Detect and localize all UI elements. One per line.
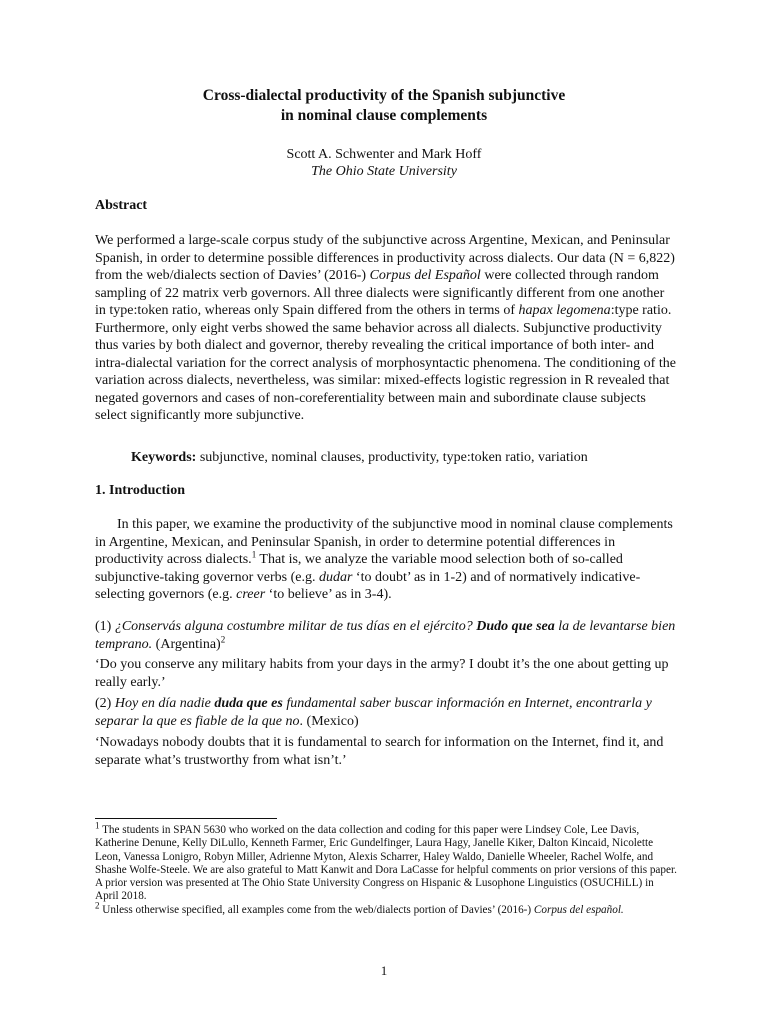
title-line-2: in nominal clause complements bbox=[280, 107, 488, 124]
corpus-title: Corpus del Español bbox=[369, 268, 481, 283]
footnote-ref-1[interactable]: 1 bbox=[251, 549, 257, 560]
introduction-heading: 1. Introduction bbox=[95, 483, 185, 498]
authors: Scott A. Schwenter and Mark Hoff bbox=[286, 147, 482, 162]
footnote-divider bbox=[95, 818, 277, 819]
abstract-heading: Abstract bbox=[95, 198, 148, 213]
example-1: (1) ¿Conservás alguna costumbre militar de tus días en el ejército? Dudo que sea la de levantarse bien temprano. (Argentina)$^2$ bbox=[95, 619, 676, 652]
example-2-gloss: ‘Nowadays nobody doubts that it is fundamental to search for information on the Internet, find it, and separate what’s trustworthy from what isn’t.’ bbox=[95, 735, 664, 768]
hapax-term: hapax legomena bbox=[518, 303, 611, 318]
abstract-text: We performed a large-scale corpus study of the subjunctive across Argentine, Mexican, and Peninsular Spanish, in order to determine possible differences in productivity across dialects. Our data (N = 6,822) from the web/dialects section of Davies’ (2016-) Corpus del Español were collected through random sampling of 22 matrix verb governors. All three dialects were significantly different from one another in type:token ratio, whereas only Spain differed from the others in terms of hapax legomena:type ratio. Furthermore, only eight verbs showed the same behavior across all dialects. Subjunctive productivity thus varies by both dialect and governor, thereby revealing the critical importance of both inter- and intra-dialectal variation for the correct analysis of morphosyntactic phenomena. The conditioning of the variation across dialects, nevertheless, was similar: mixed-effects logistic regression in R revealed that negated governors and cases of non-coreferentiality between main and subordinate clause subjects select significantly more subjunctive. bbox=[95, 233, 676, 423]
keywords: Keywords: subjunctive, nominal clauses, productivity, type:token ratio, variation bbox=[131, 450, 588, 465]
footnote-1: $^1$ The students in SPAN 5630 who worked on the data collection and coding for this paper were Lindsey Cole, Lee Davis, Katherine Denune, Kelly DiLullo, Kenneth Farmer, Eric Gundelfinger, Laura Hagy, Janelle Kiker, Dalton Kincaid, Nicolette Leon, Vanessa Lonigro, Robyn Miller, Adrienne Myton, Alexis Scharrer, Haley Waldo, Danielle Wheeler, Rachel Wolfe, and Shashe Wolfe-Steele. We are also grateful to Matt Kanwit and Dora LaCasse for helpful comments on prior versions of this paper. A prior version was presented at The Ohio State University Congress on Hispanic & Lusophone Linguistics (OSUCHiLL) in April 2018. bbox=[95, 820, 677, 903]
footnotes bbox=[95, 820, 678, 917]
introduction-paragraph: In this paper, we examine the productivity of the subjunctive mood in nominal clause complements in Argentine, Mexican, and Peninsular Spanish, in order to determine potential differences in productivity across dialects.$^1$ That is, we analyze the variable mood selection both of so-called subjunctive-taking governor verbs (e.g. dudar ‘to doubt’ as in 1-2) and of normatively indicative-selecting governors (e.g. creer ‘to believe’ as in 3-4). bbox=[95, 517, 673, 602]
example-1-gloss: ‘Do you conserve any military habits from your days in the army? I doubt it’s the one about getting up really early.’ bbox=[95, 657, 669, 690]
footnote-2: $^2$ Unless otherwise specified, all examples come from the web/dialects portion of Davies’ (2016-) Corpus del español. bbox=[95, 900, 624, 916]
example-2: (2) Hoy en día nadie duda que es fundamental saber buscar información en Internet, encontrarla y separar la que es fiable de la que no. (Mexico) bbox=[95, 696, 652, 729]
title-line-1: Cross-dialectal productivity of the Spanish subjunctive bbox=[202, 87, 566, 104]
paper-title bbox=[80, 86, 688, 126]
footnote-ref-2[interactable]: 2 bbox=[220, 633, 226, 644]
keywords-label: Keywords: bbox=[131, 450, 197, 465]
affiliation: The Ohio State University bbox=[311, 164, 457, 179]
page-number: 1 bbox=[380, 963, 388, 978]
